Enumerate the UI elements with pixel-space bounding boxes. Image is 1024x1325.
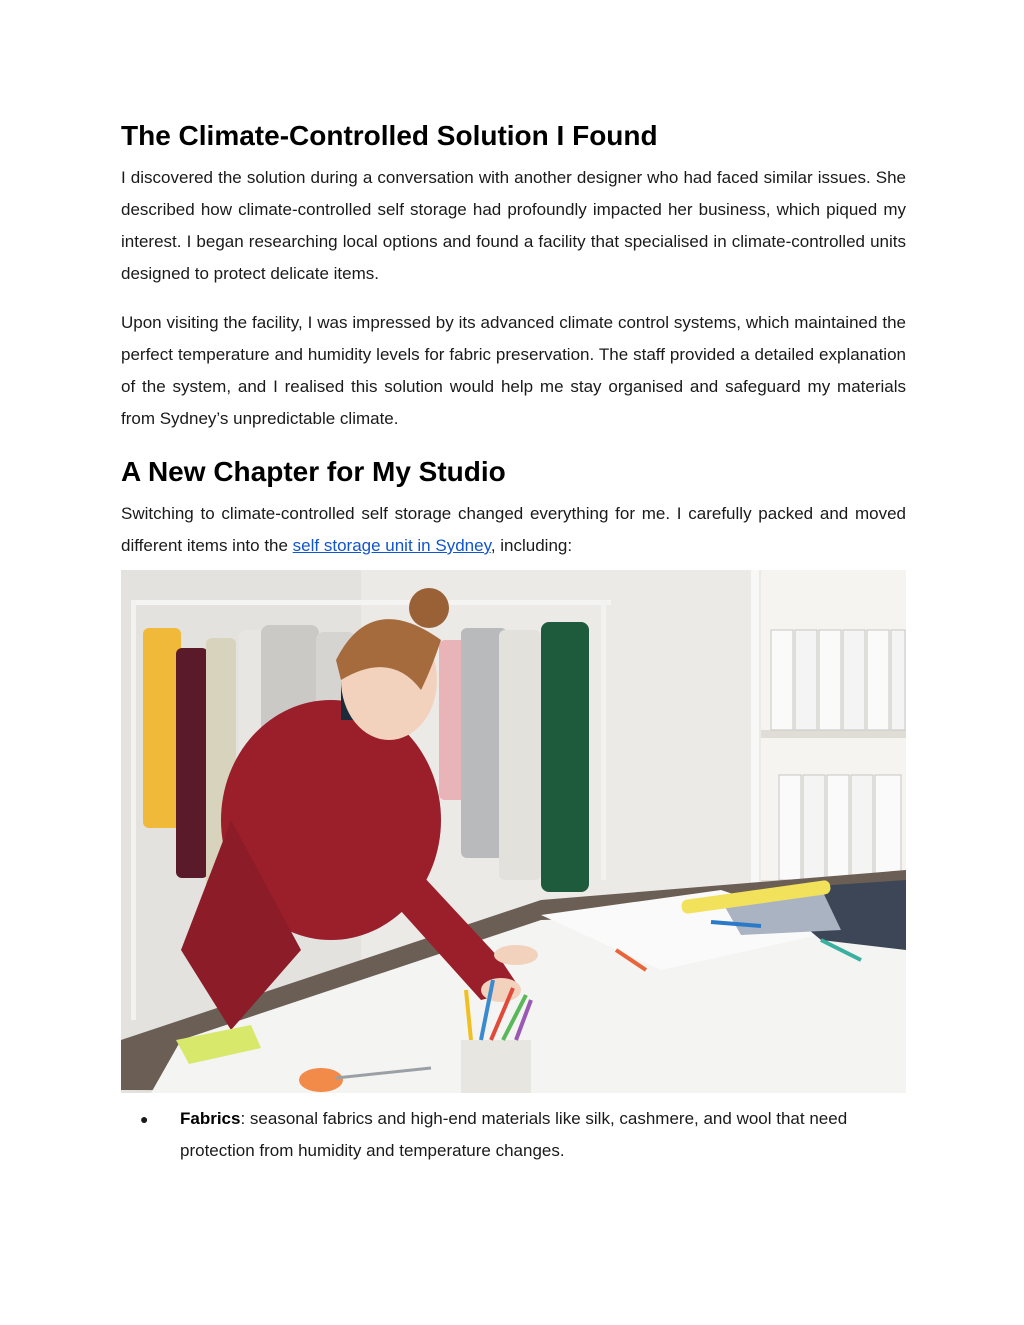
- studio-photo: [121, 570, 906, 1093]
- section-heading-climate-solution: The Climate-Controlled Solution I Found: [121, 120, 658, 151]
- paragraph-discovery: I discovered the solution during a conversation with another designer who had faced similar issues. She described how climate-controlled self storage had profoundly impacted her business, which piqued my interest. I began researching local options and found a facility that specialised in climate-controlled units designed to protect delicate items.: [121, 168, 906, 283]
- paragraph-switching: [121, 498, 906, 562]
- bullet-icon: ●: [140, 1111, 149, 1127]
- list-item: [121, 1103, 906, 1167]
- items-list: [121, 1103, 906, 1167]
- list-item-term: Fabrics: [180, 1109, 241, 1128]
- paragraph-facility-visit: Upon visiting the facility, I was impressed by its advanced climate control systems, which maintained the perfect temperature and humidity levels for fabric preservation. The staff provided a detailed explanation of the system, and I realised this solution would help me stay organised and safeguard my materials from Sydney’s unpredictable climate.: [121, 313, 906, 428]
- intro-text-after-link: , including:: [490, 536, 573, 555]
- section-heading-new-chapter: A New Chapter for My Studio: [121, 456, 506, 487]
- document-body: [121, 112, 906, 562]
- self-storage-link[interactable]: self storage unit in Sydney: [292, 536, 491, 555]
- list-item-text: : seasonal fabrics and high-end materials like silk, cashmere, and wool that need protection from humidity and temperature changes.: [180, 1109, 848, 1160]
- intro-text-before-link: Switching to climate-controlled self storage changed everything for me. I carefully packed and moved different items into the: [121, 504, 906, 555]
